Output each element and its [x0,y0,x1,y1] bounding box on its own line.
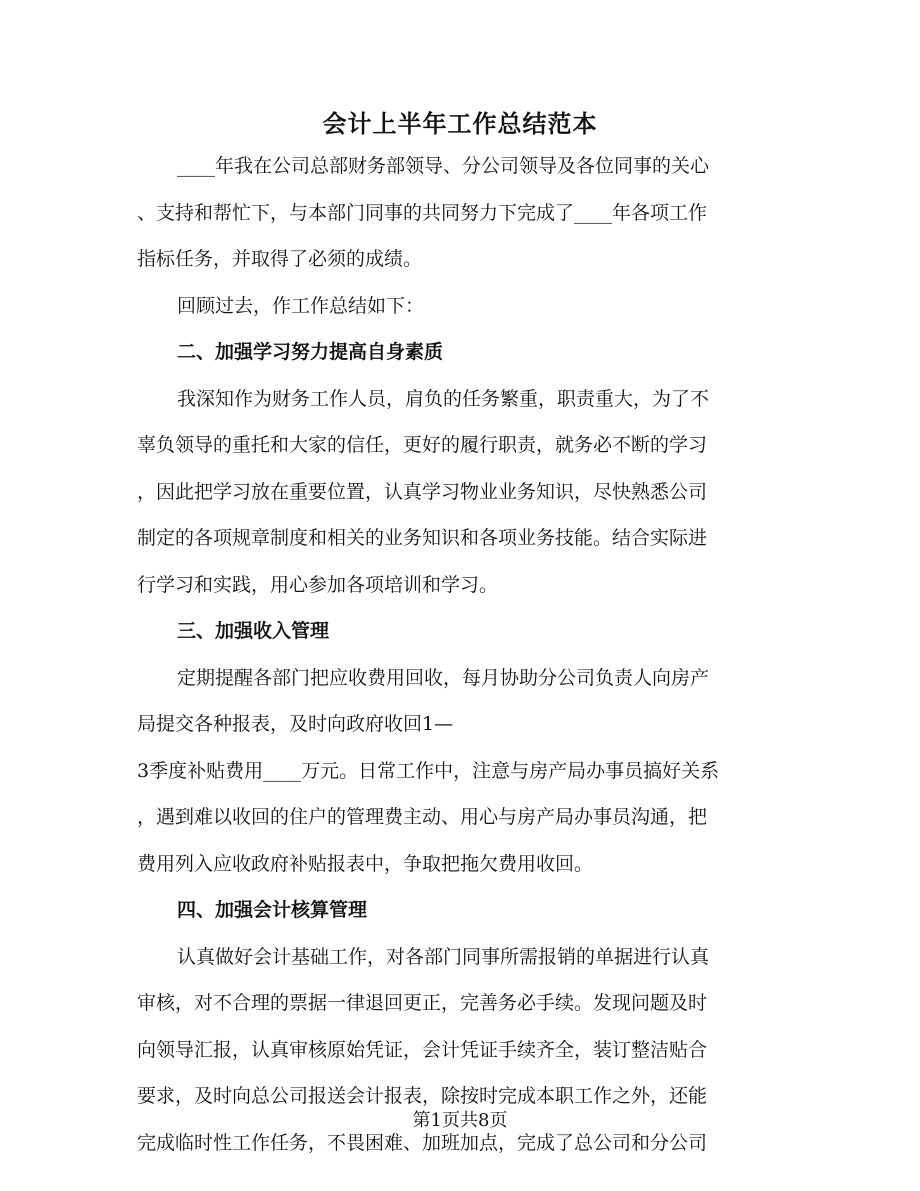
body-line: 指标任务，并取得了必须的成绩。 [137,248,423,270]
body-line: 审核，对不合理的票据一律退回更正，完善务必手续。发现问题及时 [137,992,708,1014]
body-line: ，因此把学习放在重要位置，认真学习物业业务知识，尽快熟悉公司 [137,480,708,503]
body-line: 向领导汇报，认真审核原始凭证，会计凭证手续齐全，装订整洁贴合 [137,1038,708,1061]
body-line: 定期提醒各部门把应收费用回收，每月协助分公司负责人向房产 [177,666,710,689]
section-heading: 四、加强会计核算管理 [177,899,368,921]
section-heading: 二、加强学习努力提高自身素质 [177,341,444,363]
body-line: 局提交各种报表，及时向政府收回1— [137,713,454,735]
body-line: ____年我在公司总部财务部领导、分公司领导及各位同事的关心 [177,155,710,177]
body-line: 制定的各项规章制度和相关的业务知识和各项业务技能。结合实际进 [137,527,708,549]
body-line: 完成临时性工作任务，不畏困难、加班加点，完成了总公司和分公司 [137,1131,708,1154]
body-line: 行学习和实践，用心参加各项培训和学习。 [137,573,499,596]
document-title: 会计上半年工作总结范本 [322,109,598,138]
body-line: 要求，及时向总公司报送会计报表，除按时完成本职工作之外，还能 [137,1085,708,1107]
body-line: 回顾过去，作工作总结如下： [177,294,425,317]
body-line: 认真做好会计基础工作，对各部门同事所需报销的单据进行认真 [177,945,710,968]
body-line: 3季度补贴费用____万元。日常工作中，注意与房产局办事员搞好关系 [137,759,720,782]
body-line: ，遇到难以收回的住户的管理费主动、用心与房产局办事员沟通，把 [137,806,708,828]
document-body [137,143,777,1166]
body-line: 费用列入应收政府补贴报表中，争取把拖欠费用收回。 [137,852,594,875]
body-line: 辜负领导的重托和大家的信任，更好的履行职责，就务必不断的学习 [137,434,708,456]
body-line: 、支持和帮忙下，与本部门同事的共同努力下完成了____年各项工作 [137,201,708,224]
body-line: 我深知作为财务工作人员，肩负的任务繁重，职责重大，为了不 [177,387,710,410]
section-heading: 三、加强收入管理 [177,620,330,642]
page-number: 第1页共8页 [412,1110,508,1131]
